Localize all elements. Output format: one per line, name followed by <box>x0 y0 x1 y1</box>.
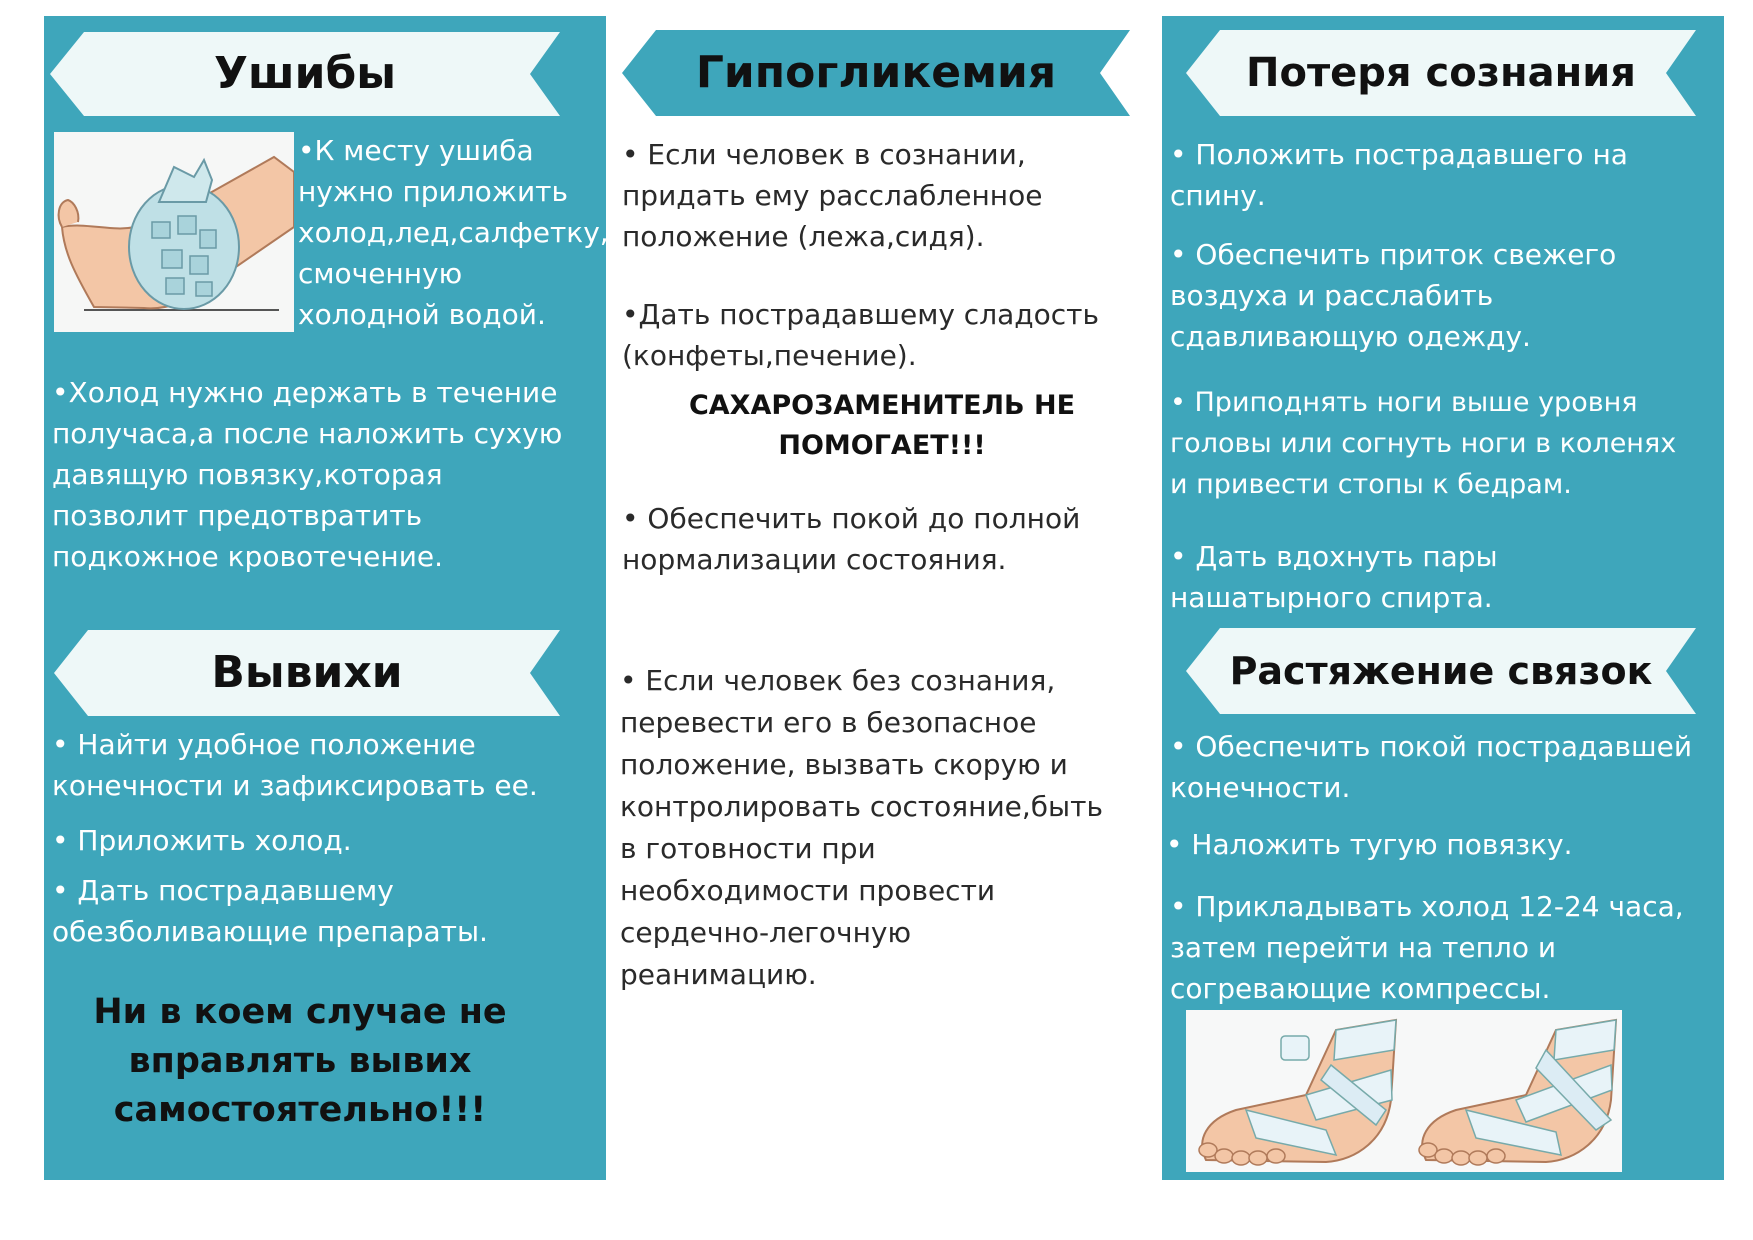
text-line: затем перейти на тепло и <box>1170 931 1557 964</box>
text-line: перевести его в безопасное <box>620 706 1037 739</box>
sprain-item-3 <box>1170 886 1720 1009</box>
text-line: сдавливающую одежду. <box>1170 320 1531 353</box>
fainting-item-2 <box>1170 234 1720 357</box>
hypoglycemia-item-2 <box>622 294 1152 376</box>
text-line: получаса,а после наложить сухую <box>52 417 563 450</box>
bruises-item-1 <box>298 130 608 335</box>
text-line: согревающие компрессы. <box>1170 972 1551 1005</box>
foot-with-ice-bag-icon <box>54 132 294 332</box>
text-line: •К месту ушиба <box>298 134 534 167</box>
hypoglycemia-item-3 <box>622 498 1152 580</box>
fainting-item-1 <box>1170 134 1720 216</box>
text-line: подкожное кровотечение. <box>52 540 444 573</box>
text-line: конечности и зафиксировать ее. <box>52 769 538 802</box>
warning-line: вправлять вывих <box>128 1041 472 1081</box>
text-line: •Дать пострадавшему сладость <box>622 298 1099 331</box>
text-line: сердечно-легочную <box>620 916 912 949</box>
text-line: • Если человек без сознания, <box>620 664 1056 697</box>
text-line: • Приложить холод. <box>52 824 352 857</box>
sprain-title: Растяжение связок <box>1229 649 1653 693</box>
text-line: головы или согнуть ноги в коленях <box>1170 428 1677 459</box>
text-line: положение, вызвать скорую и <box>620 748 1068 781</box>
text-line: • Наложить тугую повязку. <box>1166 828 1573 861</box>
text-line: реанимацию. <box>620 958 817 991</box>
dislocations-item-1 <box>52 724 602 806</box>
text-line: положение (лежа,сидя). <box>622 220 985 253</box>
fainting-banner <box>1186 30 1696 116</box>
dislocations-item-2 <box>52 820 602 861</box>
text-line: • Обеспечить покой до полной <box>622 502 1081 535</box>
bruises-item-2 <box>52 372 602 577</box>
text-line: конечности. <box>1170 771 1351 804</box>
warning-line: Ни в коем случае не <box>93 992 507 1032</box>
text-line: • Прикладывать холод 12-24 часа, <box>1170 890 1684 923</box>
hypoglycemia-item-1 <box>622 134 1142 257</box>
text-line: позволит предотвратить <box>52 499 423 532</box>
fainting-title: Потеря сознания <box>1246 50 1636 96</box>
hypoglycemia-banner <box>622 30 1130 116</box>
hypoglycemia-title: Гипогликемия <box>695 47 1057 98</box>
hypoglycemia-item-4 <box>620 660 1155 996</box>
dislocations-title: Вывихи <box>211 647 403 698</box>
text-line: • Если человек в сознании, <box>622 138 1026 171</box>
sprain-item-1 <box>1170 726 1720 808</box>
text-line: контролировать состояние,быть <box>620 790 1103 823</box>
warning-line: ПОМОГАЕТ!!! <box>778 430 986 461</box>
text-line: придать ему расслабленное <box>622 179 1043 212</box>
text-line: холод,лед,салфетку, <box>298 216 609 249</box>
text-line: смоченную <box>298 257 463 290</box>
text-line: • Дать пострадавшему <box>52 874 394 907</box>
dislocations-banner <box>54 630 560 716</box>
fainting-item-4 <box>1170 536 1720 618</box>
text-line: нашатырного спирта. <box>1170 581 1493 614</box>
text-line: воздуха и расслабить <box>1170 279 1494 312</box>
hypoglycemia-warning <box>622 386 1142 466</box>
bruises-title: Ушибы <box>214 48 396 99</box>
text-line: (конфеты,печение). <box>622 339 917 372</box>
text-line: • Приподнять ноги выше уровня <box>1170 387 1638 418</box>
text-line: • Дать вдохнуть пары <box>1170 540 1498 573</box>
text-line: • Обеспечить покой пострадавшей <box>1170 730 1693 763</box>
bandaged-ankle-icon <box>1186 1010 1622 1172</box>
text-line: в готовности при <box>620 832 876 865</box>
text-line: • Положить пострадавшего на <box>1170 138 1628 171</box>
text-line: нужно приложить <box>298 175 568 208</box>
text-line: нормализации состояния. <box>622 543 1007 576</box>
dislocations-item-3 <box>52 870 602 952</box>
text-line: давящую повязку,которая <box>52 458 443 491</box>
text-line: обезболивающие препараты. <box>52 915 488 948</box>
bruises-banner <box>50 32 560 116</box>
dislocations-warning <box>60 988 540 1135</box>
text-line: необходимости провести <box>620 874 996 907</box>
text-line: спину. <box>1170 179 1266 212</box>
text-line: • Найти удобное положение <box>52 728 476 761</box>
fainting-item-3 <box>1170 382 1720 505</box>
text-line: и привести стопы к бедрам. <box>1170 469 1572 500</box>
sprain-item-2 <box>1166 824 1716 865</box>
text-line: •Холод нужно держать в течение <box>52 376 558 409</box>
warning-line: САХАРОЗАМЕНИТЕЛЬ НЕ <box>688 390 1076 421</box>
text-line: холодной водой. <box>298 298 546 331</box>
sprain-banner <box>1186 628 1696 714</box>
warning-line: самостоятельно!!! <box>113 1090 487 1130</box>
text-line: • Обеспечить приток свежего <box>1170 238 1617 271</box>
